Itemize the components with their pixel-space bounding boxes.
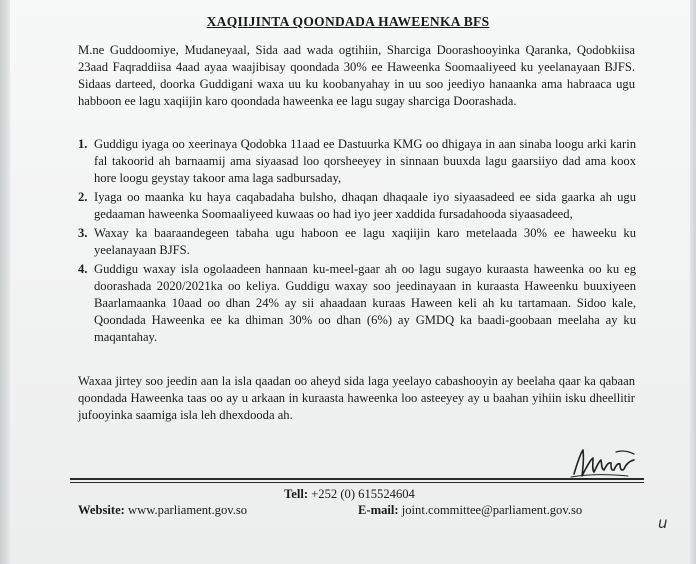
footer-phone <box>284 487 415 502</box>
list-item-text: Guddigu iyaga oo xeerinaya Qodobka 11aad ee Dastuurka KMG oo dhigaya in aan sinaba loogu arki karin fal takoorid ah barnaamij ama siyaasad loo qorsheeyey in sinnaan buuxda lagu gaarsiiyo dad ama koox hore loogu geystay takoor ama laga sadbursaday, <box>94 137 636 185</box>
phone-label: Tell: <box>284 487 309 501</box>
list-item-number: 3. <box>78 226 88 240</box>
email-label: E-mail: <box>358 503 399 517</box>
list-item-text: Waxay ka baaraandegeen tabaha ugu haboon ee lagu xaqiijin karo metelaada 30% ee haweeku ku yeelanayaan BJFS. <box>94 226 636 257</box>
list-item <box>78 261 636 346</box>
list-item <box>78 136 636 187</box>
email-value[interactable]: joint.committee@parliament.gov.so <box>401 503 583 517</box>
footer-rule-thin <box>70 482 644 483</box>
intro-paragraph: M.ne Guddoomiye, Mudaneyaal, Sida aad wada ogtihiin, Sharciga Doorashooyinka Qaranka, Qodobkiisa 23aad Faqraddiisa 4aad ayaa waajibisay qoondada 30% ee Haweenka Soomaaliyeed ku yeelanayaan BJFS. Sidaas darteed, doorka Guddigani waxa uu ku koobanyahay in uu soo jeediyo hanaanka ama habraaca ugu habboon ee lagu xaqiijin karo qoondada haweenka ee lagu sugay sharciga Doorashada. <box>78 43 635 108</box>
list-item-text: Iyaga oo maanka ku haya caqabadaha bulsho, dhaqan dhaqaale iyo siyaasadeed ee sida gaarka ah ugu gedaaman haweenka Soomaaliyeed kuwaas oo had iyo jeer xaddida fursadahooda siyaasadeed, <box>94 190 636 221</box>
list-item-number: 4. <box>78 262 88 276</box>
footer-email <box>358 503 582 518</box>
list-item-number: 1. <box>78 137 88 151</box>
website-value[interactable]: www.parliament.gov.so <box>128 503 248 517</box>
list-item-text: Guddigu waxay isla ogolaadeen hannaan ku-meel-gaar ah oo lagu sugayo kuraasta haweenka oo ku eg doorashada 2020/2021ka oo keliya. Guddigu waxay soo jeedinayaan in kuraasta Haweenku buuxiyeen Baarlamaanka 10aad oo dhan 24% ay sii ahaadaan kuraas Haween keli ah ku tartamaan. Sidoo kale, Qoondada Haweenka ee ka dhiman 30% oo dhan (6%) ay GMDQ ka baadi-goobaan meelaha ay ku maqantahay. <box>94 262 636 344</box>
list-item <box>78 225 636 259</box>
list-item-number: 2. <box>78 190 88 204</box>
numbered-list <box>78 136 636 348</box>
website-label: Website: <box>78 503 125 517</box>
footer-rule <box>70 478 644 480</box>
closing-paragraph: Waxaa jirtey soo jeedin aan la isla qaadan oo aheyd sida laga yeelayo cabashooyin ay beelaha qaar ka qabaan qoondada Haweenka taas oo ay u arkaan in kuraasta haweenka loo asteeyey ay u baahan yihiin isku dheellitir jufooyinka saamiga isla leh dhexdooda ah. <box>78 374 635 422</box>
page-right-edge <box>690 0 696 564</box>
page-left-edge <box>0 0 10 564</box>
margin-handwritten-mark: u <box>658 514 668 532</box>
list-item <box>78 189 636 223</box>
document-title: XAQIIJINTA QOONDADA HAWEENKA BFS <box>206 14 490 29</box>
phone-value: +252 (0) 615524604 <box>311 487 415 501</box>
handwritten-signature <box>568 446 640 482</box>
footer-website <box>78 503 247 518</box>
